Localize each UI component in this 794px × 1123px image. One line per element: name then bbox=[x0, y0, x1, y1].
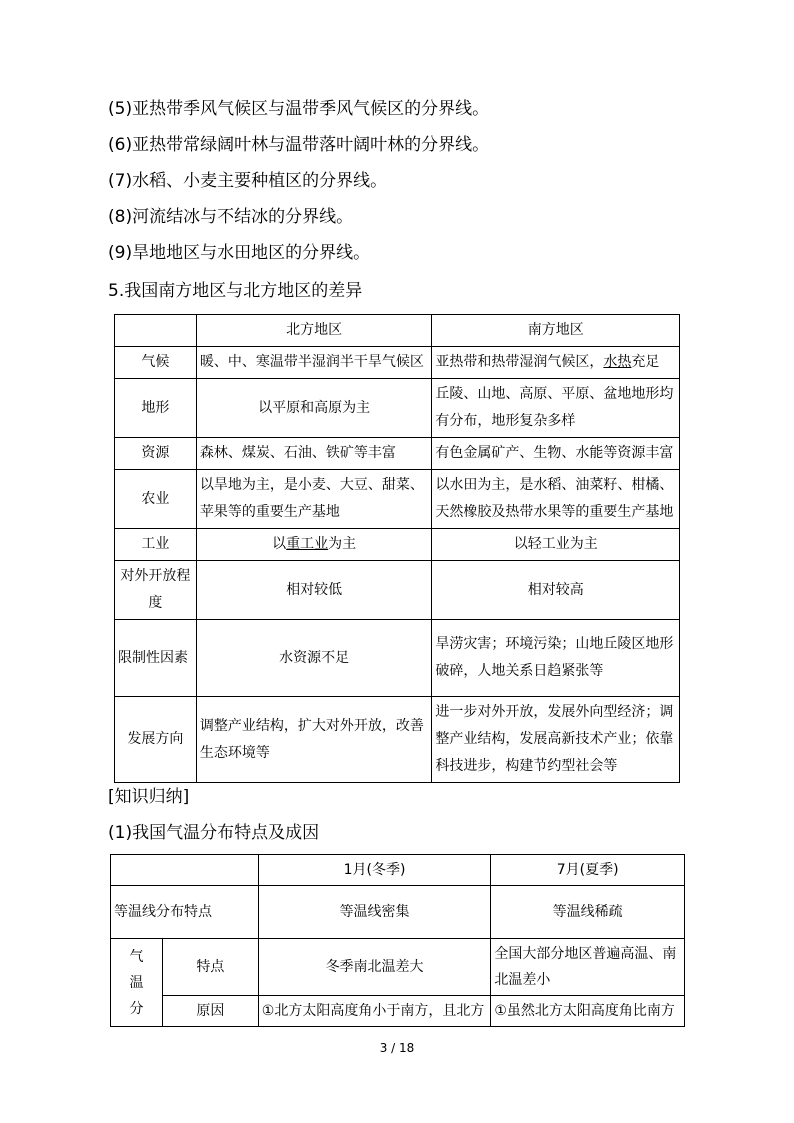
group-label-temperature-distribution: 气温分 bbox=[111, 939, 163, 1027]
table-row bbox=[111, 996, 685, 1027]
header-north: 北方地区 bbox=[196, 315, 432, 347]
south-climate bbox=[432, 347, 680, 379]
header-cell-blank bbox=[111, 855, 259, 886]
table-row bbox=[111, 939, 685, 996]
south-constraints: 旱涝灾害；环境污染；山地丘陵区地形破碎，人地关系日趋紧张等 bbox=[432, 620, 680, 697]
header-july: 7月(夏季) bbox=[491, 855, 685, 886]
south-development: 进一步对外开放，发展外向型经济；调整产业结构，发展高新技术产业；依靠科技进步，构建节约型社会等 bbox=[432, 697, 680, 783]
north-climate: 暖、中、寒温带半湿润半干旱气候区 bbox=[196, 347, 432, 379]
row-label-industry: 工业 bbox=[115, 529, 197, 561]
north-industry bbox=[196, 529, 432, 561]
table-row bbox=[115, 470, 680, 529]
boundary-item-9: (9)旱地地区与水田地区的分界线。 bbox=[108, 243, 371, 263]
page-number: 3 / 18 bbox=[379, 1041, 415, 1055]
south-agriculture: 以水田为主，是水稻、油菜籽、柑橘、天然橡胶及热带水果等的重要生产基地 bbox=[432, 470, 680, 529]
north-industry-underlined: 重工业 bbox=[286, 536, 329, 552]
north-south-comparison-table bbox=[114, 314, 680, 783]
south-resources: 有色金属矿产、生物、水能等资源丰富 bbox=[432, 438, 680, 470]
row-label-development: 发展方向 bbox=[115, 697, 197, 783]
boundary-item-8: (8)河流结冰与不结冰的分界线。 bbox=[108, 207, 354, 227]
header-cell-blank bbox=[115, 315, 197, 347]
row-label-resources: 资源 bbox=[115, 438, 197, 470]
boundary-item-5: (5)亚热带季风气候区与温带季风气候区的分界线。 bbox=[108, 99, 490, 119]
row-label-openness: 对外开放程度 bbox=[115, 561, 197, 620]
jan-features: 冬季南北温差大 bbox=[258, 939, 491, 996]
north-agriculture: 以旱地为主，是小麦、大豆、甜菜、苹果等的重要生产基地 bbox=[196, 470, 432, 529]
table-header-row bbox=[111, 855, 685, 886]
row-label-climate: 气候 bbox=[115, 347, 197, 379]
row-label-terrain: 地形 bbox=[115, 379, 197, 438]
header-south: 南方地区 bbox=[432, 315, 680, 347]
row-label-features: 特点 bbox=[162, 939, 258, 996]
row-label-isotherm: 等温线分布特点 bbox=[111, 886, 259, 939]
knowledge-heading: [知识归纳] bbox=[108, 787, 190, 807]
table-row bbox=[115, 347, 680, 379]
north-resources: 森林、煤炭、石油、铁矿等丰富 bbox=[196, 438, 432, 470]
table-row bbox=[115, 697, 680, 783]
table-row bbox=[111, 886, 685, 939]
jul-isotherm: 等温线稀疏 bbox=[491, 886, 685, 939]
table-row bbox=[115, 561, 680, 620]
table-row bbox=[115, 438, 680, 470]
temperature-subheading: (1)我国气温分布特点及成因 bbox=[108, 823, 320, 843]
south-industry: 以轻工业为主 bbox=[432, 529, 680, 561]
section-heading-5: 5.我国南方地区与北方地区的差异 bbox=[108, 281, 363, 301]
north-terrain: 以平原和高原为主 bbox=[196, 379, 432, 438]
header-january: 1月(冬季) bbox=[258, 855, 491, 886]
table-row bbox=[115, 529, 680, 561]
south-openness: 相对较高 bbox=[432, 561, 680, 620]
jan-isotherm: 等温线密集 bbox=[258, 886, 491, 939]
table-row bbox=[115, 379, 680, 438]
north-industry-text-end: 为主 bbox=[328, 536, 357, 552]
table-row bbox=[115, 620, 680, 697]
boundary-item-7: (7)水稻、小麦主要种植区的分界线。 bbox=[108, 171, 388, 191]
jul-features: 全国大部分地区普遍高温、南北温差小 bbox=[491, 939, 685, 996]
north-constraints: 水资源不足 bbox=[196, 620, 432, 697]
north-industry-text: 以 bbox=[272, 536, 287, 552]
north-development: 调整产业结构，扩大对外开放，改善生态环境等 bbox=[196, 697, 432, 783]
jan-causes: ①北方太阳高度角小于南方，且北方 bbox=[258, 996, 491, 1027]
jul-causes: ①虽然北方太阳高度角比南方 bbox=[491, 996, 685, 1027]
table-header-row bbox=[115, 315, 680, 347]
south-climate-text-end: 充足 bbox=[631, 354, 660, 370]
boundary-item-6: (6)亚热带常绿阔叶林与温带落叶阔叶林的分界线。 bbox=[108, 135, 490, 155]
south-climate-underlined: 水热 bbox=[603, 354, 632, 370]
south-climate-text: 亚热带和热带湿润气候区， bbox=[435, 354, 604, 370]
row-label-causes: 原因 bbox=[162, 996, 258, 1027]
south-terrain: 丘陵、山地、高原、平原、盆地地形均有分布，地形复杂多样 bbox=[432, 379, 680, 438]
temperature-distribution-table bbox=[110, 854, 685, 1027]
north-openness: 相对较低 bbox=[196, 561, 432, 620]
row-label-agriculture: 农业 bbox=[115, 470, 197, 529]
row-label-constraints: 限制性因素 bbox=[115, 620, 197, 697]
